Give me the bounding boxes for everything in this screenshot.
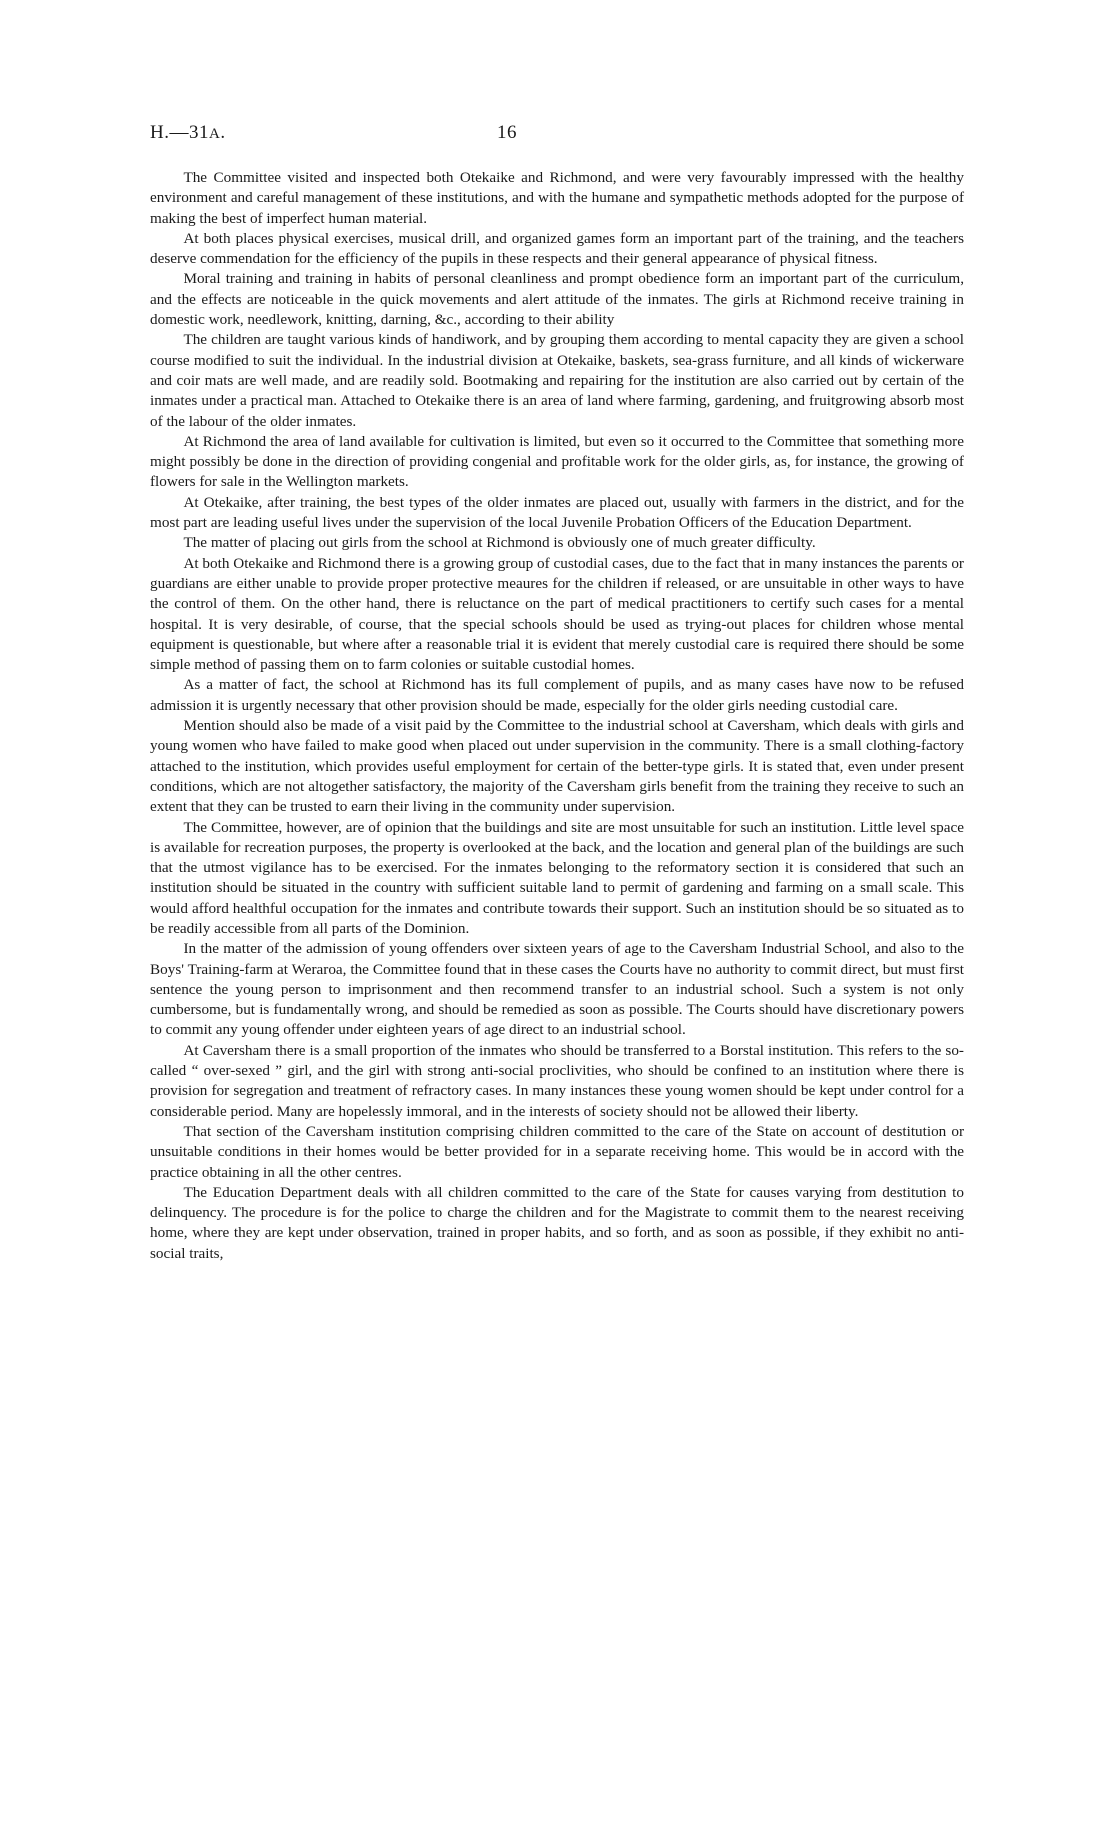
paragraph: As a matter of fact, the school at Richmond has its full complement of pupils, and as many cases have now to be refused admission it is urgently necessary that other provision should be made, especially for the older girls needing custodial care. (150, 676, 964, 714)
paragraph: The children are taught various kinds of handiwork, and by grouping them according to mental capacity they are given a school course modified to suit the individual. In the industrial division at Otekaike, baskets, sea-grass furniture, and all kinds of wickerware and coir mats are well made, and are readily sold. Bootmaking and repairing for the institution are also carried out by certain of the inmates under a practical man. Attached to Otekaike there is an area of land where farming, gardening, and fruitgrowing absorb most of the labour of the older inmates. (150, 331, 964, 430)
paragraph: Mention should also be made of a visit paid by the Committee to the industrial school at Caversham, which deals with girls and young women who have failed to make good when placed out under supervision in the community. There is a small clothing-factory attached to the institution, which provides useful employment for certain of the better-type girls. It is stated that, even under present conditions, which are not altogether satisfactory, the majority of the Caversham girls benefit from the training they receive to such an extent that they can be trusted to earn their living in the community under supervision. (150, 717, 964, 816)
running-head (150, 122, 964, 152)
page-number: 16 (497, 122, 517, 143)
document-series-code (150, 122, 226, 144)
paragraph: At Caversham there is a small proportion of the inmates who should be transferred to a Borstal institution. This refers to the so-called “ over-sexed ” girl, and the girl with strong anti-social proclivities, who should be confined to an institution where there is provision for segregation and treatment of refractory cases. In many instances these young women should be kept under control for a considerable period. Many are hopelessly immoral, and in the interests of society should not be allowed their liberty. (150, 1041, 964, 1120)
body-text (150, 168, 964, 1264)
paragraph: The Education Department deals with all children committed to the care of the State for causes varying from destitution to delinquency. The procedure is for the police to charge the children and for the Magistrate to commit them to the nearest receiving home, where they are kept under observation, trained in proper habits, and so forth, and as soon as possible, if they exhibit no anti-social traits, (150, 1183, 964, 1262)
paragraph: The Committee visited and inspected both Otekaike and Richmond, and were very favourably impressed with the healthy environment and careful management of these institutions, and with the humane and sympathetic methods adopted for the purpose of making the best of imperfect human material. (150, 169, 964, 227)
paragraph: That section of the Caversham institution comprising children committed to the care of the State on account of destitution or unsuitable conditions in their homes would be better provided for in a separate receiving home. This would be in accord with the practice obtaining in all the other centres. (150, 1122, 964, 1181)
series-main: H.—31 (150, 122, 209, 143)
paragraph: The Committee, however, are of opinion that the buildings and site are most unsuitable for such an institution. Little level space is available for recreation purposes, the property is overlooked at the back, and the location and general plan of the buildings are such that the utmost vigilance has to be exercised. For the inmates belonging to the reformatory section it is considered that such an institution should be situated in the country with sufficient suitable land to permit of gardening and farming on a small scale. This would afford healthful occupation for the inmates and contribute towards their support. Such an institution should be so situated as to be readily accessible from all parts of the Dominion. (150, 818, 964, 937)
series-suffix: A (208, 126, 221, 142)
paragraph: At both Otekaike and Richmond there is a growing group of custodial cases, due to the fact that in many instances the parents or guardians are either unable to provide proper protective meaures for the children if released, or are unsuitable in other ways to have the control of them. On the other hand, there is reluctance on the part of medical practitioners to certify such cases for a mental hospital. It is very desirable, of course, that the special schools should be used as trying-out places for children whose mental equipment is questionable, but where after a reasonable trial it is evident that merely custodial care is required there should be some simple method of passing them on to farm colonies or suitable custodial homes. (150, 554, 964, 674)
series-dot: . (220, 122, 226, 143)
paragraph: Moral training and training in habits of personal cleanliness and prompt obedience form an important part of the curriculum, and the effects are noticeable in the quick movements and alert attitude of the inmates. The girls at Richmond receive training in domestic work, needlework, knitting, darning, &c., according to their ability (150, 270, 964, 329)
paragraph: At Richmond the area of land available for cultivation is limited, but even so it occurred to the Committee that something more might possibly be done in the direction of providing congenial and profitable work for the older girls, as, for instance, the growing of flowers for sale in the Wellington markets. (150, 432, 964, 491)
paragraph: At Otekaike, after training, the best types of the older inmates are placed out, usually with farmers in the district, and for the most part are leading useful lives under the supervision of the local Juvenile Probation Officers of the Education Department. (150, 493, 964, 532)
paragraph: In the matter of the admission of young offenders over sixteen years of age to the Caversham Industrial School, and also to the Boys' Training-farm at Weraroa, the Committee found that in these cases the Courts have no authority to commit direct, but must first sentence the young person to imprisonment and then recommend transfer to an industrial school. Such a system is not only cumbersome, but is fundamentally wrong, and should be remedied as soon as possible. The Courts should have discretionary powers to commit any young offender under eighteen years of age direct to an industrial school. (150, 940, 964, 1039)
paragraph: At both places physical exercises, musical drill, and organized games form an important part of the training, and the teachers deserve commendation for the efficiency of the pupils in these respects and their general appearance of physical fitness. (150, 229, 964, 268)
paragraph: The matter of placing out girls from the school at Richmond is obviously one of much greater difficulty. (183, 534, 816, 552)
